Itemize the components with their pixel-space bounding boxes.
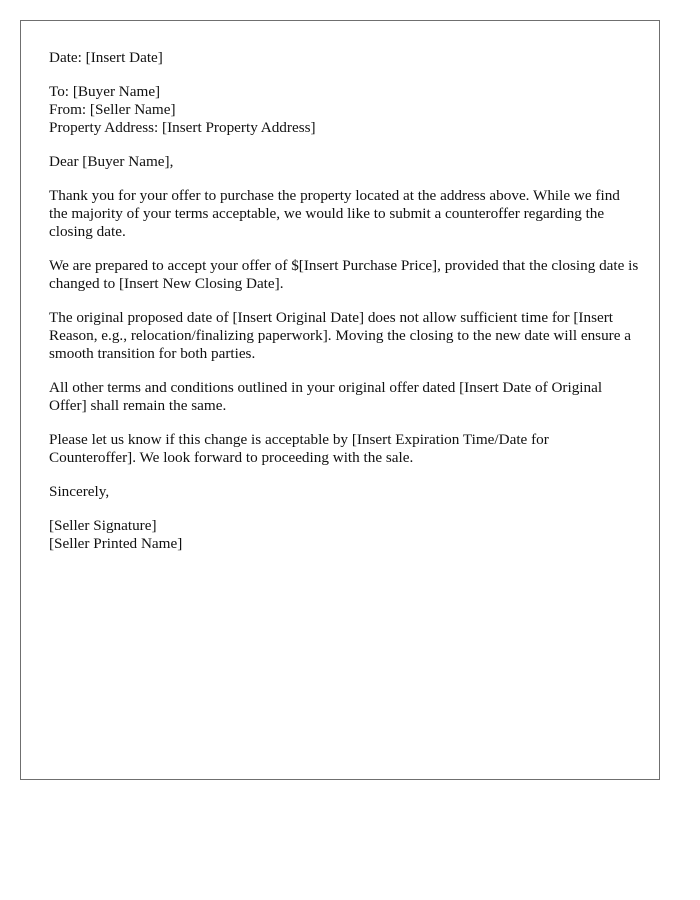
paragraph-5-text: Please let us know if this change is acceptable by [Insert Expiration Time/Date for Counteroffer]. We look forward to proceeding with the sale. (49, 431, 549, 466)
closing-text: Sincerely, (49, 483, 110, 500)
salutation (49, 153, 639, 171)
date-line: Date: [Insert Date] (49, 49, 163, 66)
header-block (49, 83, 639, 137)
paragraph-3 (49, 309, 639, 363)
signature-block (49, 517, 639, 553)
closing (49, 483, 639, 501)
paragraph-5 (49, 431, 639, 467)
from-line: From: [Seller Name] (49, 101, 176, 118)
seller-printed-name: [Seller Printed Name] (49, 535, 183, 552)
paragraph-1 (49, 187, 639, 241)
paragraph-2-text: We are prepared to accept your offer of $[Insert Purchase Price], provided that the closing date is changed to [Insert New Closing Date]. (49, 257, 639, 292)
property-address-line: Property Address: [Insert Property Address] (49, 119, 316, 136)
paragraph-4 (49, 379, 639, 415)
to-line: To: [Buyer Name] (49, 83, 161, 100)
letter-page (20, 20, 660, 780)
date-block (49, 49, 639, 67)
salutation-text: Dear [Buyer Name], (49, 153, 174, 170)
paragraph-4-text: All other terms and conditions outlined in your original offer dated [Insert Date of Original Offer] shall remain the same. (49, 379, 603, 414)
paragraph-2 (49, 257, 639, 293)
letter-body (49, 49, 639, 569)
paragraph-1-text: Thank you for your offer to purchase the property located at the address above. While we find the majority of your terms acceptable, we would like to submit a counteroffer regarding the closing date. (49, 187, 620, 240)
paragraph-3-text: The original proposed date of [Insert Original Date] does not allow sufficient time for [Insert Reason, e.g., relocation/finalizing paperwork]. Moving the closing to the new date will ensure a smooth transition for both parties. (49, 309, 632, 362)
seller-signature: [Seller Signature] (49, 517, 157, 534)
